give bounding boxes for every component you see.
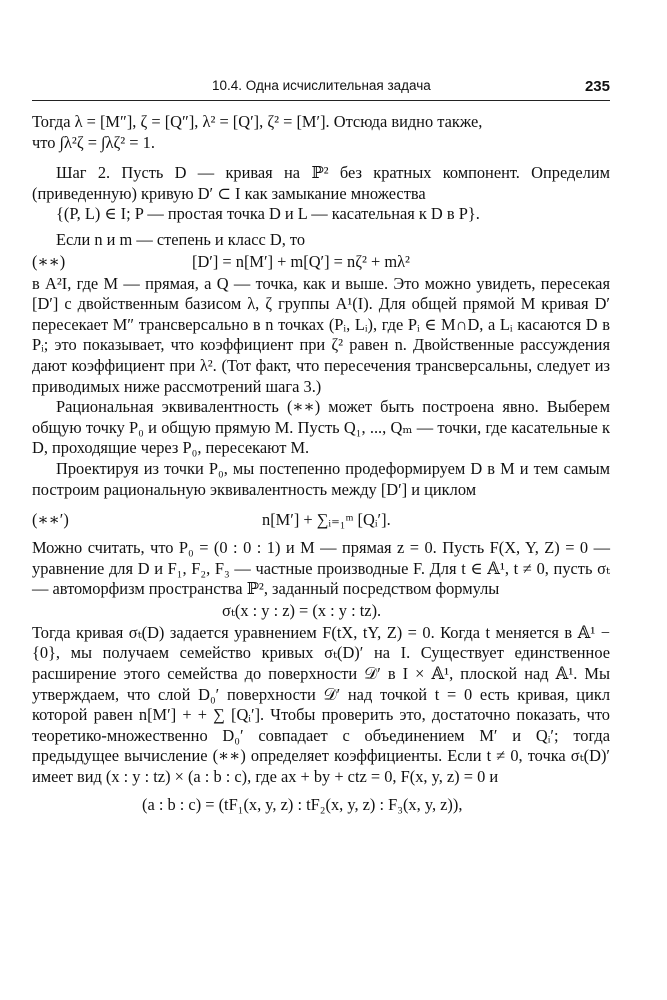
book-page bbox=[32, 0, 610, 1000]
paragraph: в A²I, где M — прямая, а Q — точка, как и выше. Это можно увидеть, пересекая [D′] с двойственным базисом λ, ζ группы A¹(I). Для общей прямой M кривая D′ пересекает M″ трансверсально в n точках (Pᵢ, Lᵢ), где Pᵢ ∈ M∩D, а Lᵢ касаются D в Pᵢ; это показывает, что коэффициент при ζ² равен n. Двойственные рассуждения дают коэффициент при λ². (Тот факт, что пересечения трансверсальны, следует из приводимых ниже рассмотрений шага 3.) bbox=[32, 273, 610, 396]
equation-body: (a : b : c) = (tF₁(x, y, z) : tF₂(x, y, z) : F₃(x, y, z)), bbox=[142, 794, 463, 814]
paragraph: Можно считать, что P₀ = (0 : 0 : 1) и M — прямая z = 0. Пусть F(X, Y, Z) = 0 — уравнение для D и F₁, F₂, F₃ — частные производные F. Для t ∈ 𝔸¹, t ≠ 0, пусть σₜ — автоморфизм пространства ℙ², заданный посредством формулы bbox=[32, 538, 610, 599]
body-text bbox=[32, 112, 610, 817]
page-number: 235 bbox=[584, 78, 610, 95]
paragraph: Проектируя из точки P₀, мы постепенно продеформируем D в M и тем самым построим рациональную эквивалентность между [D′] и циклом bbox=[32, 458, 610, 499]
text-line: Тогда λ = [M″], ζ = [Q″], λ² = [Q′], ζ² = [M′]. Отсюда видно также, bbox=[32, 112, 483, 131]
paragraph: Рациональная эквивалентность (∗∗) может быть построена явно. Выберем общую точку P₀ и общую прямую M. Пусть Q₁, ..., Qₘ — точки, где касательные к D, проходящие через P₀, пересекают M. bbox=[32, 397, 610, 458]
equation-3 bbox=[32, 600, 610, 623]
equation-label: (∗∗′) bbox=[32, 510, 69, 530]
equation-4 bbox=[32, 794, 610, 817]
paragraph: Тогда кривая σₜ(D) задается уравнением F(tX, tY, Z) = 0. Когда t меняется в 𝔸¹ − {0}, мы получаем семейство кривых σₜ(D)′ на I. Существует единственное расширение этого семейства до поверхности 𝒟′ в I × 𝔸¹, плоской над 𝔸¹. Мы утверждаем, что слой D₀′ поверхности 𝒟′ над точкой t = 0 есть кривая, цикл которой равен n[M′] + + ∑ [Qᵢ′]. Чтобы проверить это, достаточно показать, что теоретико-множественно D₀′ совпадает с объединением M′ и Qᵢ′; тогда предыдущее вычисление (∗∗) определяет коэффициенты. Если t ≠ 0, точка σₜ(D)′ имеет вид (x : y : tz) × (a : b : c), где ax + by + ctz = 0, F(x, y, z) = 0 и bbox=[32, 622, 610, 787]
text-line: что ∫λ²ζ = ∫λζ² = 1. bbox=[32, 132, 155, 152]
equation-1 bbox=[32, 251, 610, 274]
equation-2 bbox=[32, 500, 610, 538]
paragraph: Если n и m — степень и класс D, то bbox=[56, 229, 306, 249]
paragraph-step-2: Шаг 2. Пусть D — кривая на ℙ² без кратных компонент. Определим (приведенную) кривую D′ ⊂ I как замыкание множества bbox=[32, 163, 610, 203]
equation-body: [D′] = n[M′] + m[Q′] = nζ² + mλ² bbox=[192, 251, 410, 271]
set-definition: {(P, L) ∈ I; P — простая точка D и L — касательная к D в P}. bbox=[56, 204, 480, 224]
header-rule bbox=[32, 100, 610, 101]
running-header bbox=[32, 76, 610, 100]
equation-body: n[M′] + ∑ᵢ₌₁ᵐ [Qᵢ′]. bbox=[262, 510, 391, 530]
equation-body: σₜ(x : y : z) = (x : y : tz). bbox=[222, 600, 382, 620]
section-title: 10.4. Одна исчислительная задача bbox=[212, 78, 431, 93]
equation-label: (∗∗) bbox=[32, 251, 66, 271]
